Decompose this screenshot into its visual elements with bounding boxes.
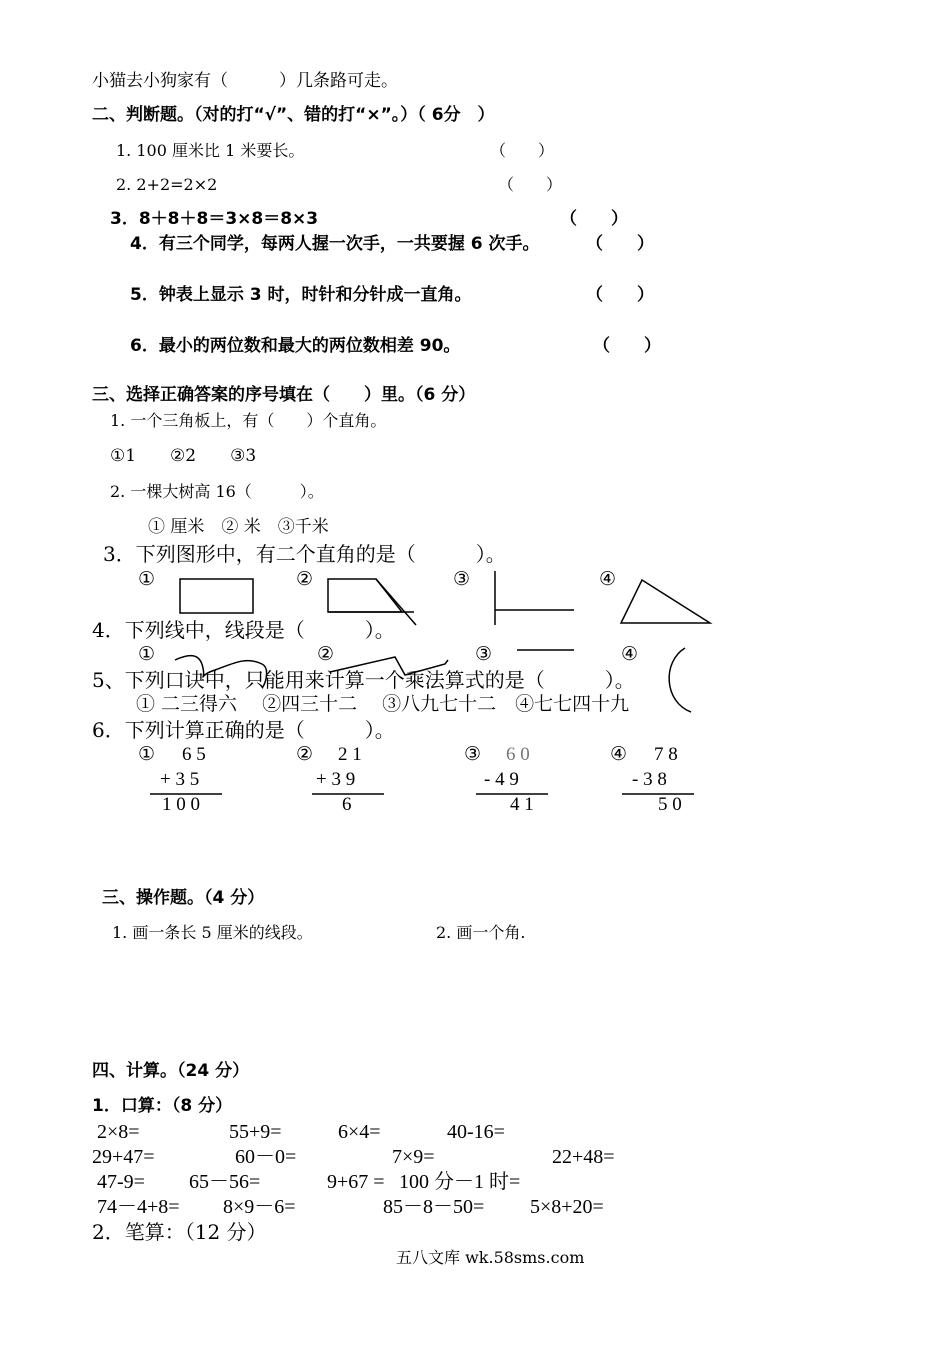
calc1-second: + 3 5 — [160, 769, 200, 790]
calc3-second: - 4 9 — [484, 769, 519, 790]
ops-item-2: 2. 画一个角. — [436, 923, 526, 942]
q3-triangle — [621, 580, 710, 623]
section3-title: 三、选择正确答案的序号填在（ ）里。（6 分） — [92, 385, 476, 405]
calc3-result: 4 1 — [510, 794, 534, 815]
judge-paren-4[interactable]: （ ） — [586, 234, 654, 254]
calc3-label: ③ — [464, 743, 482, 765]
judge-paren-3[interactable]: （ ） — [560, 209, 628, 229]
judge-paren-5[interactable]: （ ） — [586, 285, 654, 305]
judge-item-5: 5．钟表上显示 3 时，时针和分针成一直角。 — [130, 285, 472, 305]
mental-r2c4: 22+48= — [552, 1146, 615, 1168]
mental-r3c3: 9+67 = — [327, 1171, 385, 1193]
judge-paren-1[interactable]: （ ） — [490, 141, 555, 160]
mental-r1c4: 40-16= — [447, 1121, 505, 1143]
judge-item-2: 2. 2+2=2×2 — [116, 175, 218, 194]
calc4-top: 7 8 — [654, 744, 678, 765]
calc4-second: - 3 8 — [632, 769, 667, 790]
q4-zigzag-line — [330, 657, 448, 675]
calc1-result: 1 0 0 — [162, 794, 200, 815]
mental-r2c1: 29+47= — [92, 1146, 155, 1168]
choice-q6: 6．下列计算正确的是（ ）。 — [92, 718, 395, 742]
mental-r2c2: 60－0= — [235, 1146, 297, 1168]
choice-q2: 2. 一棵大树高 16（ ）。 — [110, 482, 324, 501]
q3-trapezoid-extension — [376, 579, 416, 625]
section4-sub2: 2．笔算：（12 分） — [92, 1220, 267, 1244]
q3-label-1: ① — [138, 568, 156, 590]
choice-q3: 3．下列图形中，有二个直角的是（ ）。 — [103, 542, 506, 566]
choice-q5: 5、下列口诀中，只能用来计算一个乘法算式的是（ ）。 — [92, 668, 635, 692]
calc4-result: 5 0 — [658, 794, 682, 815]
judge-paren-2[interactable]: （ ） — [498, 175, 563, 194]
mental-r3c1: 47-9= — [97, 1171, 145, 1193]
q3-label-3: ③ — [453, 568, 471, 590]
mental-r1c2: 55+9= — [229, 1121, 282, 1143]
q3-rectangle — [180, 579, 253, 613]
mental-r3c4: 100 分－1 时= — [399, 1171, 521, 1193]
judge-item-3: 3．8＋8＋8＝3×8＝8×3 — [110, 209, 319, 229]
calc1-top: 6 5 — [182, 744, 206, 765]
judge-item-4: 4．有三个同学，每两人握一次手，一共要握 6 次手。 — [130, 234, 540, 254]
q4-curve-line — [175, 656, 267, 688]
q3-angle — [495, 571, 574, 625]
mental-r4c2: 8×9－6= — [223, 1196, 296, 1218]
footer-watermark: 五八文库 wk.58sms.com — [396, 1248, 585, 1267]
mental-r4c1: 74－4+8= — [97, 1196, 180, 1218]
choice-q1: 1. 一个三角板上，有（ ）个直角。 — [110, 411, 387, 430]
q4-arc — [669, 648, 691, 712]
mental-r2c3: 7×9= — [392, 1146, 435, 1168]
calc4-label: ④ — [610, 743, 628, 765]
calc2-second: + 3 9 — [316, 769, 356, 790]
ops-item-1: 1. 画一条长 5 厘米的线段。 — [112, 923, 313, 942]
calc2-result: 6 — [342, 794, 352, 815]
mental-r3c2: 65－56= — [189, 1171, 261, 1193]
mental-r1c3: 6×4= — [338, 1121, 381, 1143]
choice-q2-options: ① 厘米 ② 米 ③千米 — [148, 517, 329, 537]
q3-label-4: ④ — [599, 568, 617, 590]
section2-title: 二、判断题。（对的打“√”、错的打“×”。）（ 6分 ） — [92, 105, 495, 125]
mental-r4c4: 5×8+20= — [530, 1196, 604, 1218]
q4-label-3: ③ — [475, 643, 493, 665]
judge-paren-6[interactable]: （ ） — [593, 336, 661, 356]
judge-item-6: 6．最小的两位数和最大的两位数相差 90。 — [130, 336, 461, 356]
mental-r1c1: 2×8= — [97, 1121, 140, 1143]
choice-q5-options: ① 二三得六 ②四三十二 ③八九七十二 ④七七四十九 — [136, 693, 630, 715]
q4-label-2: ② — [317, 643, 335, 665]
q4-label-1: ① — [138, 643, 156, 665]
calc1-label: ① — [138, 743, 156, 765]
mental-r4c3: 85－8－50= — [383, 1196, 485, 1218]
calc2-label: ② — [296, 743, 314, 765]
judge-item-1: 1. 100 厘米比 1 米要长。 — [116, 141, 305, 160]
intro-line: 小猫去小狗家有（ ）几条路可走。 — [92, 71, 398, 91]
section-ops-title: 三、操作题。（4 分） — [102, 888, 265, 908]
calc2-top: 2 1 — [338, 744, 362, 765]
section4-title: 四、计算。（24 分） — [92, 1061, 250, 1081]
calc3-top: 6 0 — [506, 744, 530, 765]
section4-sub1: 1．口算：（8 分） — [92, 1096, 233, 1116]
choice-q4: 4．下列线中，线段是（ ）。 — [92, 618, 395, 642]
choice-q1-options: ①1 ②2 ③3 — [110, 446, 257, 466]
q3-label-2: ② — [296, 568, 314, 590]
q4-label-4: ④ — [621, 643, 639, 665]
